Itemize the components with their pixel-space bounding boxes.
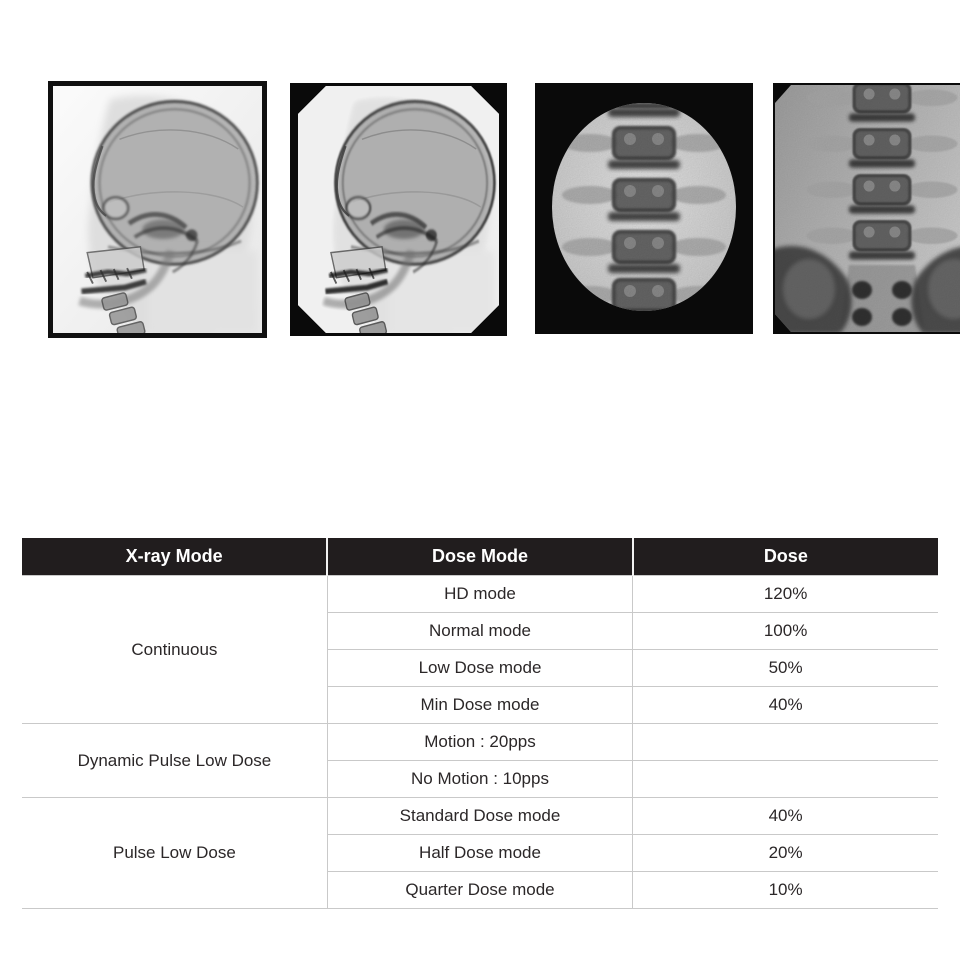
cell-mode-dynamic-pulse-low-dose: Dynamic Pulse Low Dose — [22, 724, 327, 798]
cell-mode-pulse-low-dose: Pulse Low Dose — [22, 798, 327, 909]
cell-dose-mode: No Motion : 10pps — [327, 761, 632, 798]
pelvis-xray-graphic — [773, 83, 960, 334]
table-header-row — [22, 538, 938, 576]
xray-image-spine-fluoro-circular — [535, 83, 753, 334]
cell-dose-value — [633, 761, 938, 798]
cell-dose-value: 120% — [633, 576, 938, 613]
cell-dose-mode: HD mode — [327, 576, 632, 613]
header-dose: Dose — [633, 538, 938, 576]
cell-dose-value: 40% — [633, 687, 938, 724]
cell-dose-mode: Standard Dose mode — [327, 798, 632, 835]
table-row — [22, 576, 938, 613]
xray-image-skull-lateral-framed — [48, 81, 267, 338]
cell-dose-mode: Half Dose mode — [327, 835, 632, 872]
cell-dose-mode: Low Dose mode — [327, 650, 632, 687]
header-dose-mode: Dose Mode — [327, 538, 632, 576]
spine-xray-graphic — [535, 83, 753, 334]
cell-dose-value: 10% — [633, 872, 938, 909]
xray-image-skull-lateral-collimated — [290, 83, 507, 336]
collimation-octagon — [298, 86, 499, 333]
xray-image-lumbar-sacrum-collimated — [773, 83, 960, 334]
cell-dose-value: 50% — [633, 650, 938, 687]
cell-dose-value: 40% — [633, 798, 938, 835]
table-row — [22, 724, 938, 761]
cell-dose-value: 20% — [633, 835, 938, 872]
cell-dose-mode: Quarter Dose mode — [327, 872, 632, 909]
cell-dose-mode: Normal mode — [327, 613, 632, 650]
cell-dose-mode: Motion : 20pps — [327, 724, 632, 761]
skull-xray-graphic — [53, 86, 262, 333]
cell-dose-value — [633, 724, 938, 761]
skull-xray-graphic — [298, 86, 499, 333]
table-row — [22, 798, 938, 835]
cell-dose-value: 100% — [633, 613, 938, 650]
header-xray-mode: X-ray Mode — [22, 538, 327, 576]
xray-dose-table — [22, 538, 938, 909]
cell-mode-continuous: Continuous — [22, 576, 327, 724]
cell-dose-mode: Min Dose mode — [327, 687, 632, 724]
